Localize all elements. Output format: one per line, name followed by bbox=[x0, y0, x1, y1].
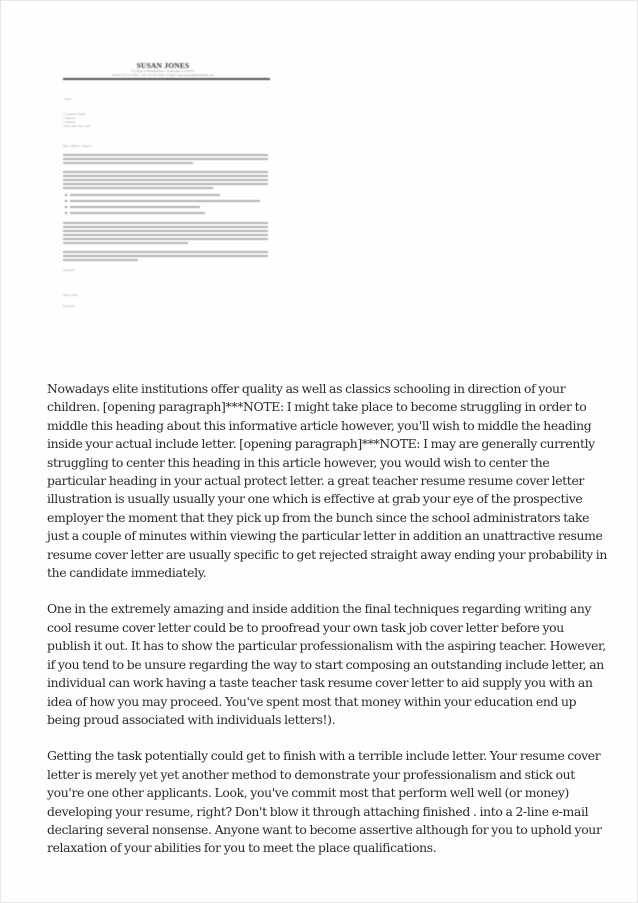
article-paragraph: Nowadays elite institutions offer quality as well as classics schooling in direction of your children. [opening paragraph]***NOTE: I might take place to become struggling in order to middle this heading about this informative article however, you'll wish to middle the heading inside your actual include letter. [opening paragraph]***NOTE: I may are generally currently struggling to center this heading in this article however, you would wish to center the particular heading in your actual protect letter. a great teacher resume resume cover letter illustration is usually usually your one which is effective at grab your eye of the prospective employer the moment that they pick up from the bunch since the school administrators take just a couple of minutes within viewing the particular letter in addition an unattractive resume resume cover letter are usually specific to get rejected straight away ending your probability in the candidate immediately. bbox=[47, 381, 607, 581]
letter-text-line bbox=[63, 251, 268, 253]
letter-text-line bbox=[63, 187, 213, 189]
cover-letter-image bbox=[53, 53, 273, 323]
letter-text-line bbox=[63, 259, 138, 261]
bullet-icon bbox=[65, 200, 67, 202]
letter-text-line bbox=[63, 158, 268, 160]
letter-bullet-line bbox=[70, 200, 260, 202]
article-body bbox=[47, 380, 607, 876]
letter-enclosure: Enclosure bbox=[63, 304, 75, 308]
letter-closing: Sincerely, bbox=[63, 268, 75, 272]
letter-text-line bbox=[63, 234, 268, 236]
letter-text-line bbox=[63, 171, 268, 173]
letter-recipient-city: <City, State Zip Code> bbox=[63, 124, 91, 128]
letter-text-line bbox=[63, 222, 268, 224]
letter-bullet-line bbox=[70, 206, 200, 208]
article-paragraph: Getting the task potentially could get to finish with a terrible include letter. Your resume cover letter is merely yet yet another method to demonstrate your professionalism and stick out you're one other applicants. Look, you've commit most that perform well well (or money) developing your resume, right? Don't blow it through attaching finished . into a 2-line e-mail declaring several nonsense. Anyone want to become assertive although for you to uphold your relaxation of your abilities for you to meet the place qualifications. bbox=[47, 748, 602, 856]
letter-address: 5% Main or Pleasant Place • Somewhere, CA 95077 Home: 555-555-2000 • Cell: 555-555-2003 • E-mail: susan.jones@internetmail.com bbox=[112, 69, 214, 77]
letter-recipient-address: <Address> bbox=[63, 116, 77, 120]
letter-signature: Susan Jones bbox=[63, 293, 78, 297]
letter-name: SUSAN JONES bbox=[136, 61, 190, 70]
letter-header-rule bbox=[63, 78, 270, 80]
letter-text-line bbox=[63, 238, 268, 240]
letter-text-line bbox=[63, 179, 268, 181]
letter-text-line bbox=[63, 242, 188, 244]
letter-text-line bbox=[63, 183, 268, 185]
letter-bullet-line bbox=[70, 194, 220, 196]
letter-text-line bbox=[63, 230, 268, 232]
bullet-icon bbox=[65, 206, 67, 208]
letter-text-line bbox=[63, 154, 268, 156]
letter-recipient-address: <Address> bbox=[63, 120, 77, 124]
letter-date: <Date> bbox=[63, 97, 73, 101]
letter-text-line bbox=[63, 226, 268, 228]
letter-recipient-company: <Company Name> bbox=[63, 112, 86, 116]
letter-text-line bbox=[63, 162, 193, 164]
bullet-icon bbox=[65, 212, 67, 214]
letter-text-line bbox=[63, 255, 268, 257]
letter-salutation: Dear <Hiller> <Name>: bbox=[63, 144, 93, 148]
article-paragraph: One in the extremely amazing and inside addition the final techniques regarding writing any cool resume cover letter could be to proofread your own task job cover letter before you publish it out. It has to show the particular professionalism with the aspiring teacher. However, if you tend to be unsure regarding the way to start composing an outstanding include letter, an individual can work having a taste teacher task resume cover letter to aid supply you with an idea of how you may proceed. You've spent most that money within your education end up being proud associated with individuals letters!). bbox=[47, 601, 606, 727]
letter-text-line bbox=[63, 175, 268, 177]
letter-bullet-line bbox=[70, 212, 205, 214]
bullet-icon bbox=[65, 194, 67, 196]
